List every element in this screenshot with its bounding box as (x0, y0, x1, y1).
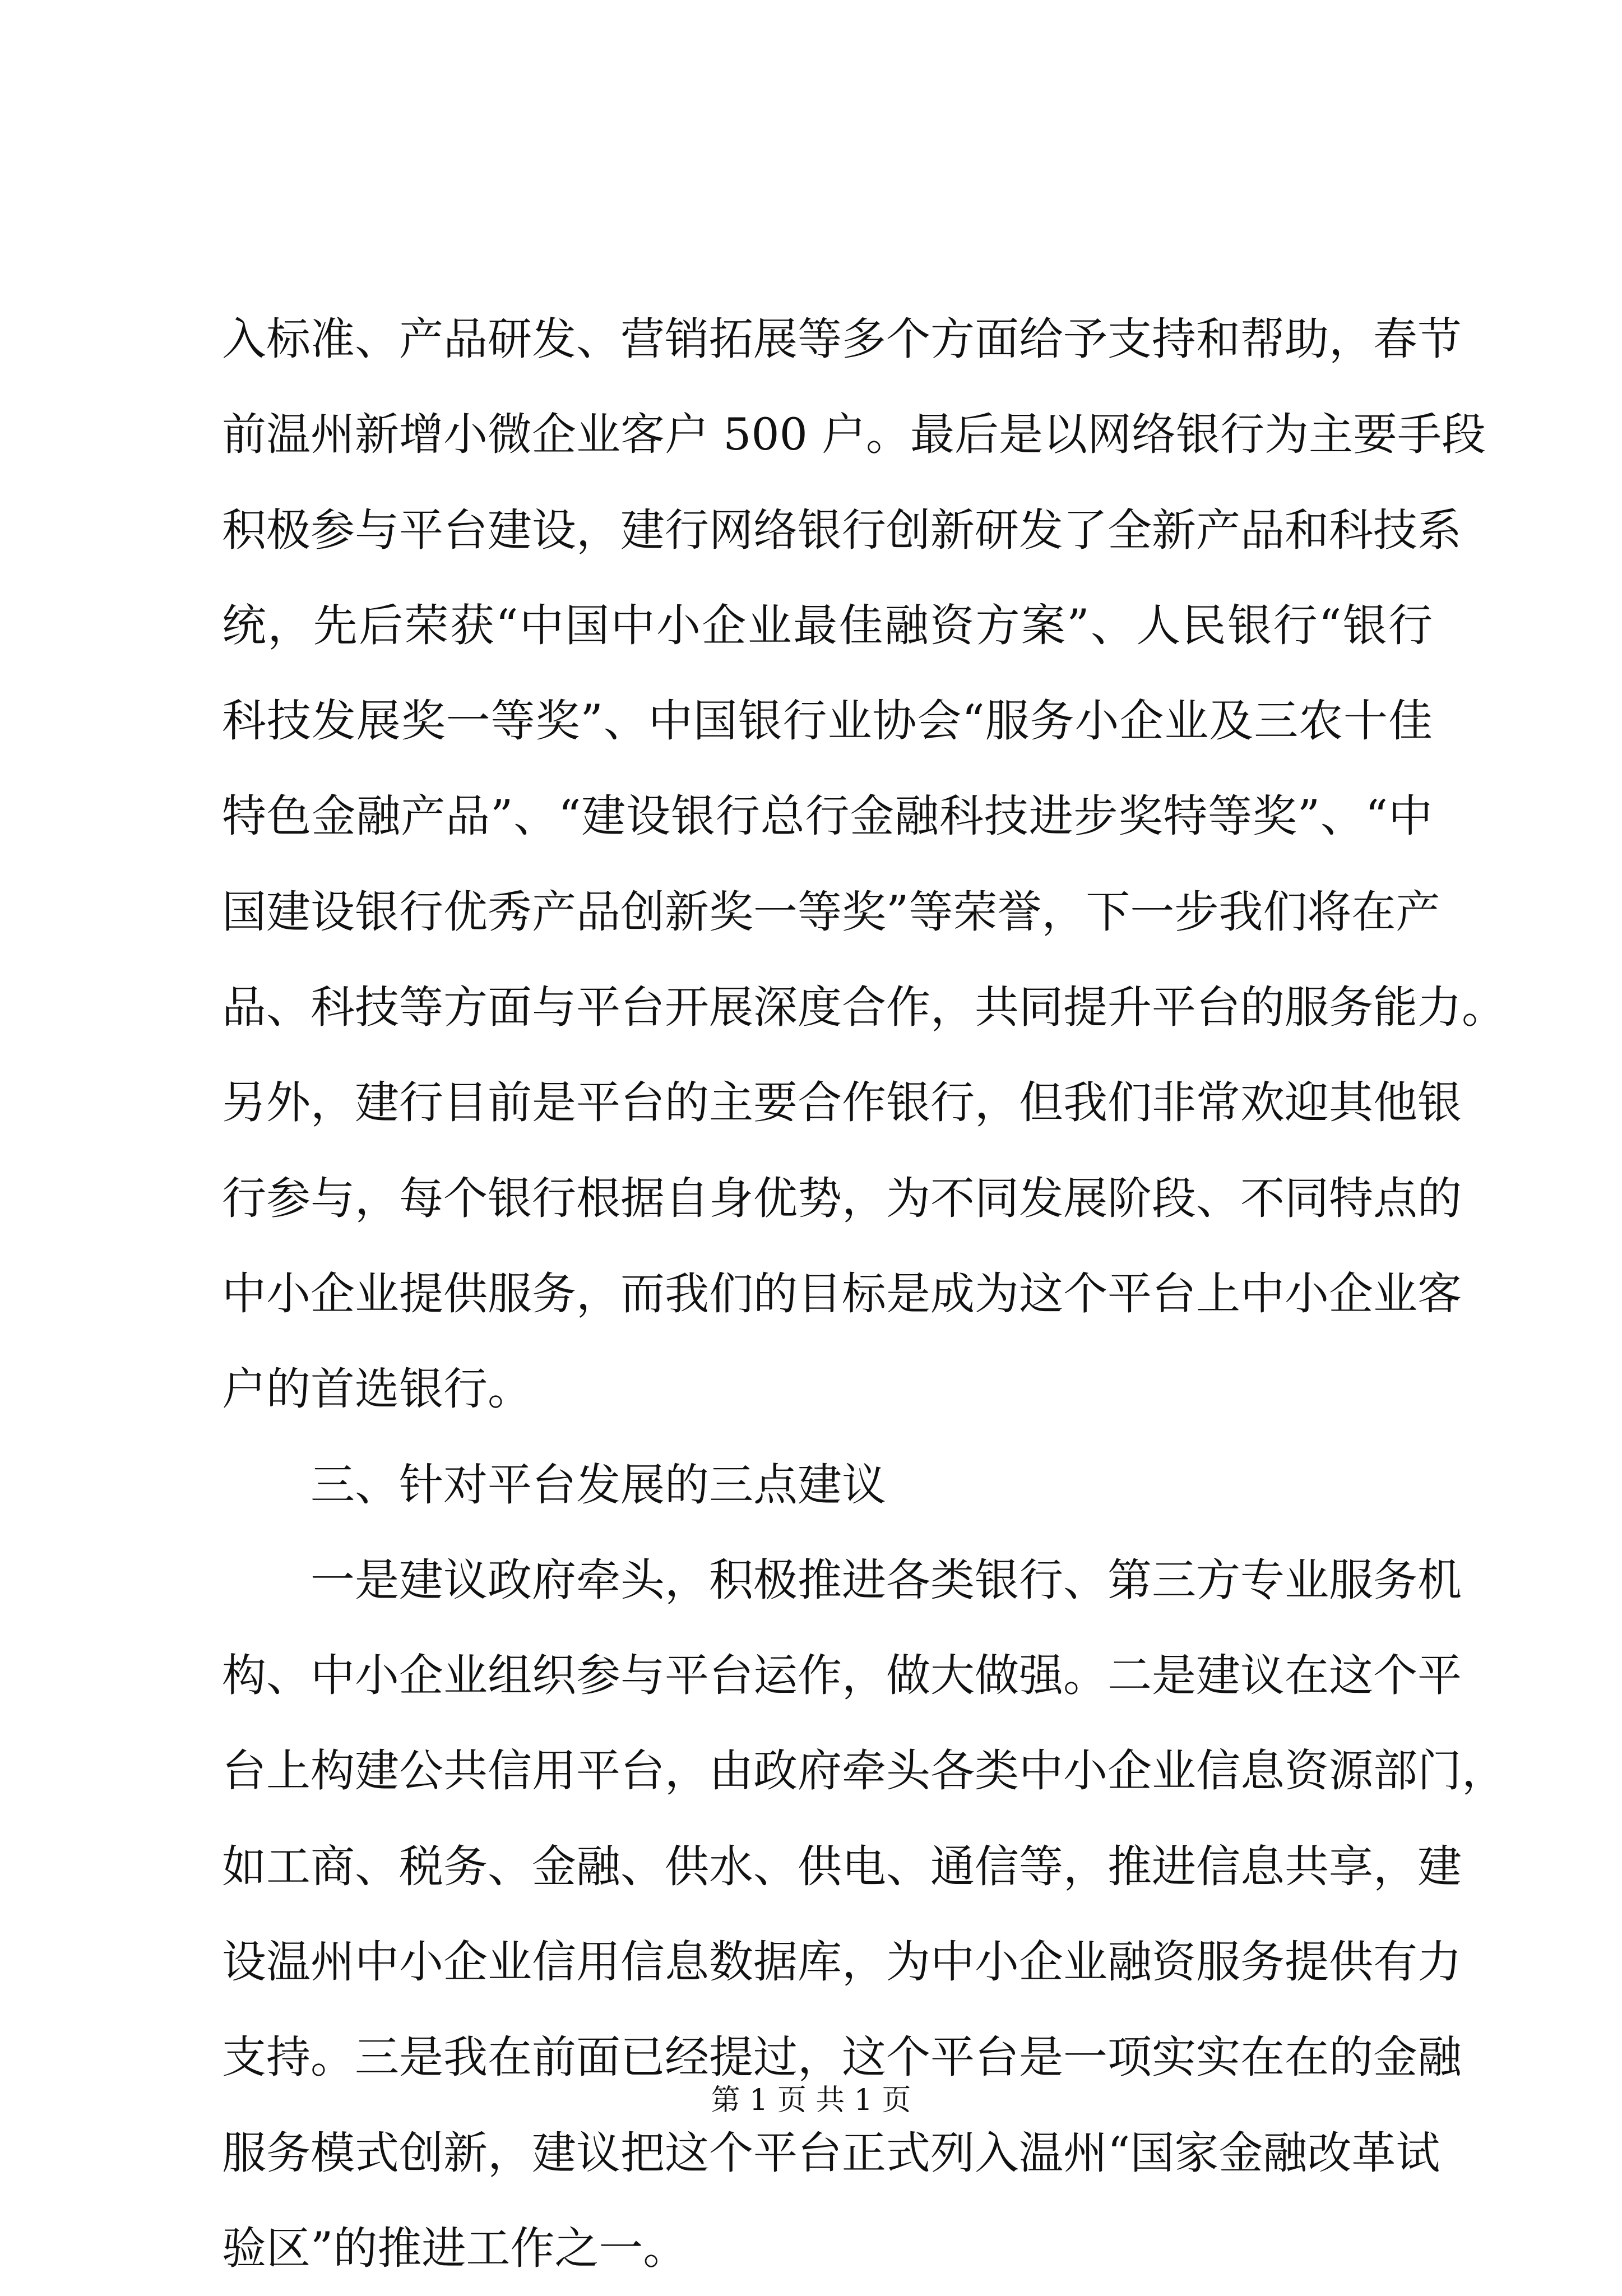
paragraph-line: 国建设银行优秀产品创新奖一等奖”等荣誉，下一步我们将在产 (222, 886, 1440, 938)
paragraph-line: 科技发展奖一等奖”、中国银行业协会“服务小企业及三农十佳 (222, 695, 1433, 747)
paragraph-line: 行参与，每个银行根据自身优势，为不同发展阶段、不同特点的 (222, 1172, 1462, 1224)
paragraph-line: 中小企业提供服务，而我们的目标是成为这个平台上中小企业客 (222, 1267, 1462, 1320)
paragraph-line: 服务模式创新，建议把这个平台正式列入温州“国家金融改革试 (222, 2127, 1440, 2179)
page-number-footer: 第 1 页 共 1 页 (711, 2084, 911, 2117)
paragraph-line: 特色金融产品”、“建设银行总行金融科技进步奖特等奖”、“中 (222, 790, 1433, 843)
paragraph-line: 设温州中小企业信用信息数据库，为中小企业融资服务提供有力 (222, 1936, 1462, 1988)
paragraph-line: 验区”的推进工作之一。 (222, 2222, 688, 2274)
section-heading: 三、针对平台发展的三点建议 (311, 1459, 886, 1511)
paragraph-line: 台上构建公共信用平台，由政府牵头各类中小企业信息资源部门， (222, 1745, 1506, 1797)
paragraph-line: 一是建议政府牵头，积极推进各类银行、第三方专业服务机 (311, 1554, 1462, 1606)
paragraph-line: 构、中小企业组织参与平台运作，做大做强。二是建议在这个平 (222, 1650, 1462, 1702)
paragraph-line: 入标准、产品研发、营销拓展等多个方面给予支持和帮助，春节 (222, 313, 1462, 365)
paragraph-line: 积极参与平台建设，建行网络银行创新研发了全新产品和科技系 (222, 504, 1462, 556)
document-body (222, 291, 1506, 2296)
paragraph-line: 另外，建行目前是平台的主要合作银行，但我们非常欢迎其他银 (222, 1077, 1462, 1129)
paragraph-line: 如工商、税务、金融、供水、供电、通信等，推进信息共享，建 (222, 1840, 1462, 1892)
paragraph-line: 支持。三是我在前面已经提过，这个平台是一项实实在在的金融 (222, 2031, 1462, 2084)
paragraph-line: 前温州新增小微企业客户 500 户。最后是以网络银行为主要手段 (222, 409, 1486, 461)
paragraph-line: 统，先后荣获“中国中小企业最佳融资方案”、人民银行“银行 (222, 599, 1433, 651)
paragraph-line: 户的首选银行。 (222, 1363, 532, 1415)
paragraph-line: 品、科技等方面与平台开展深度合作，共同提升平台的服务能力。 (222, 982, 1506, 1034)
